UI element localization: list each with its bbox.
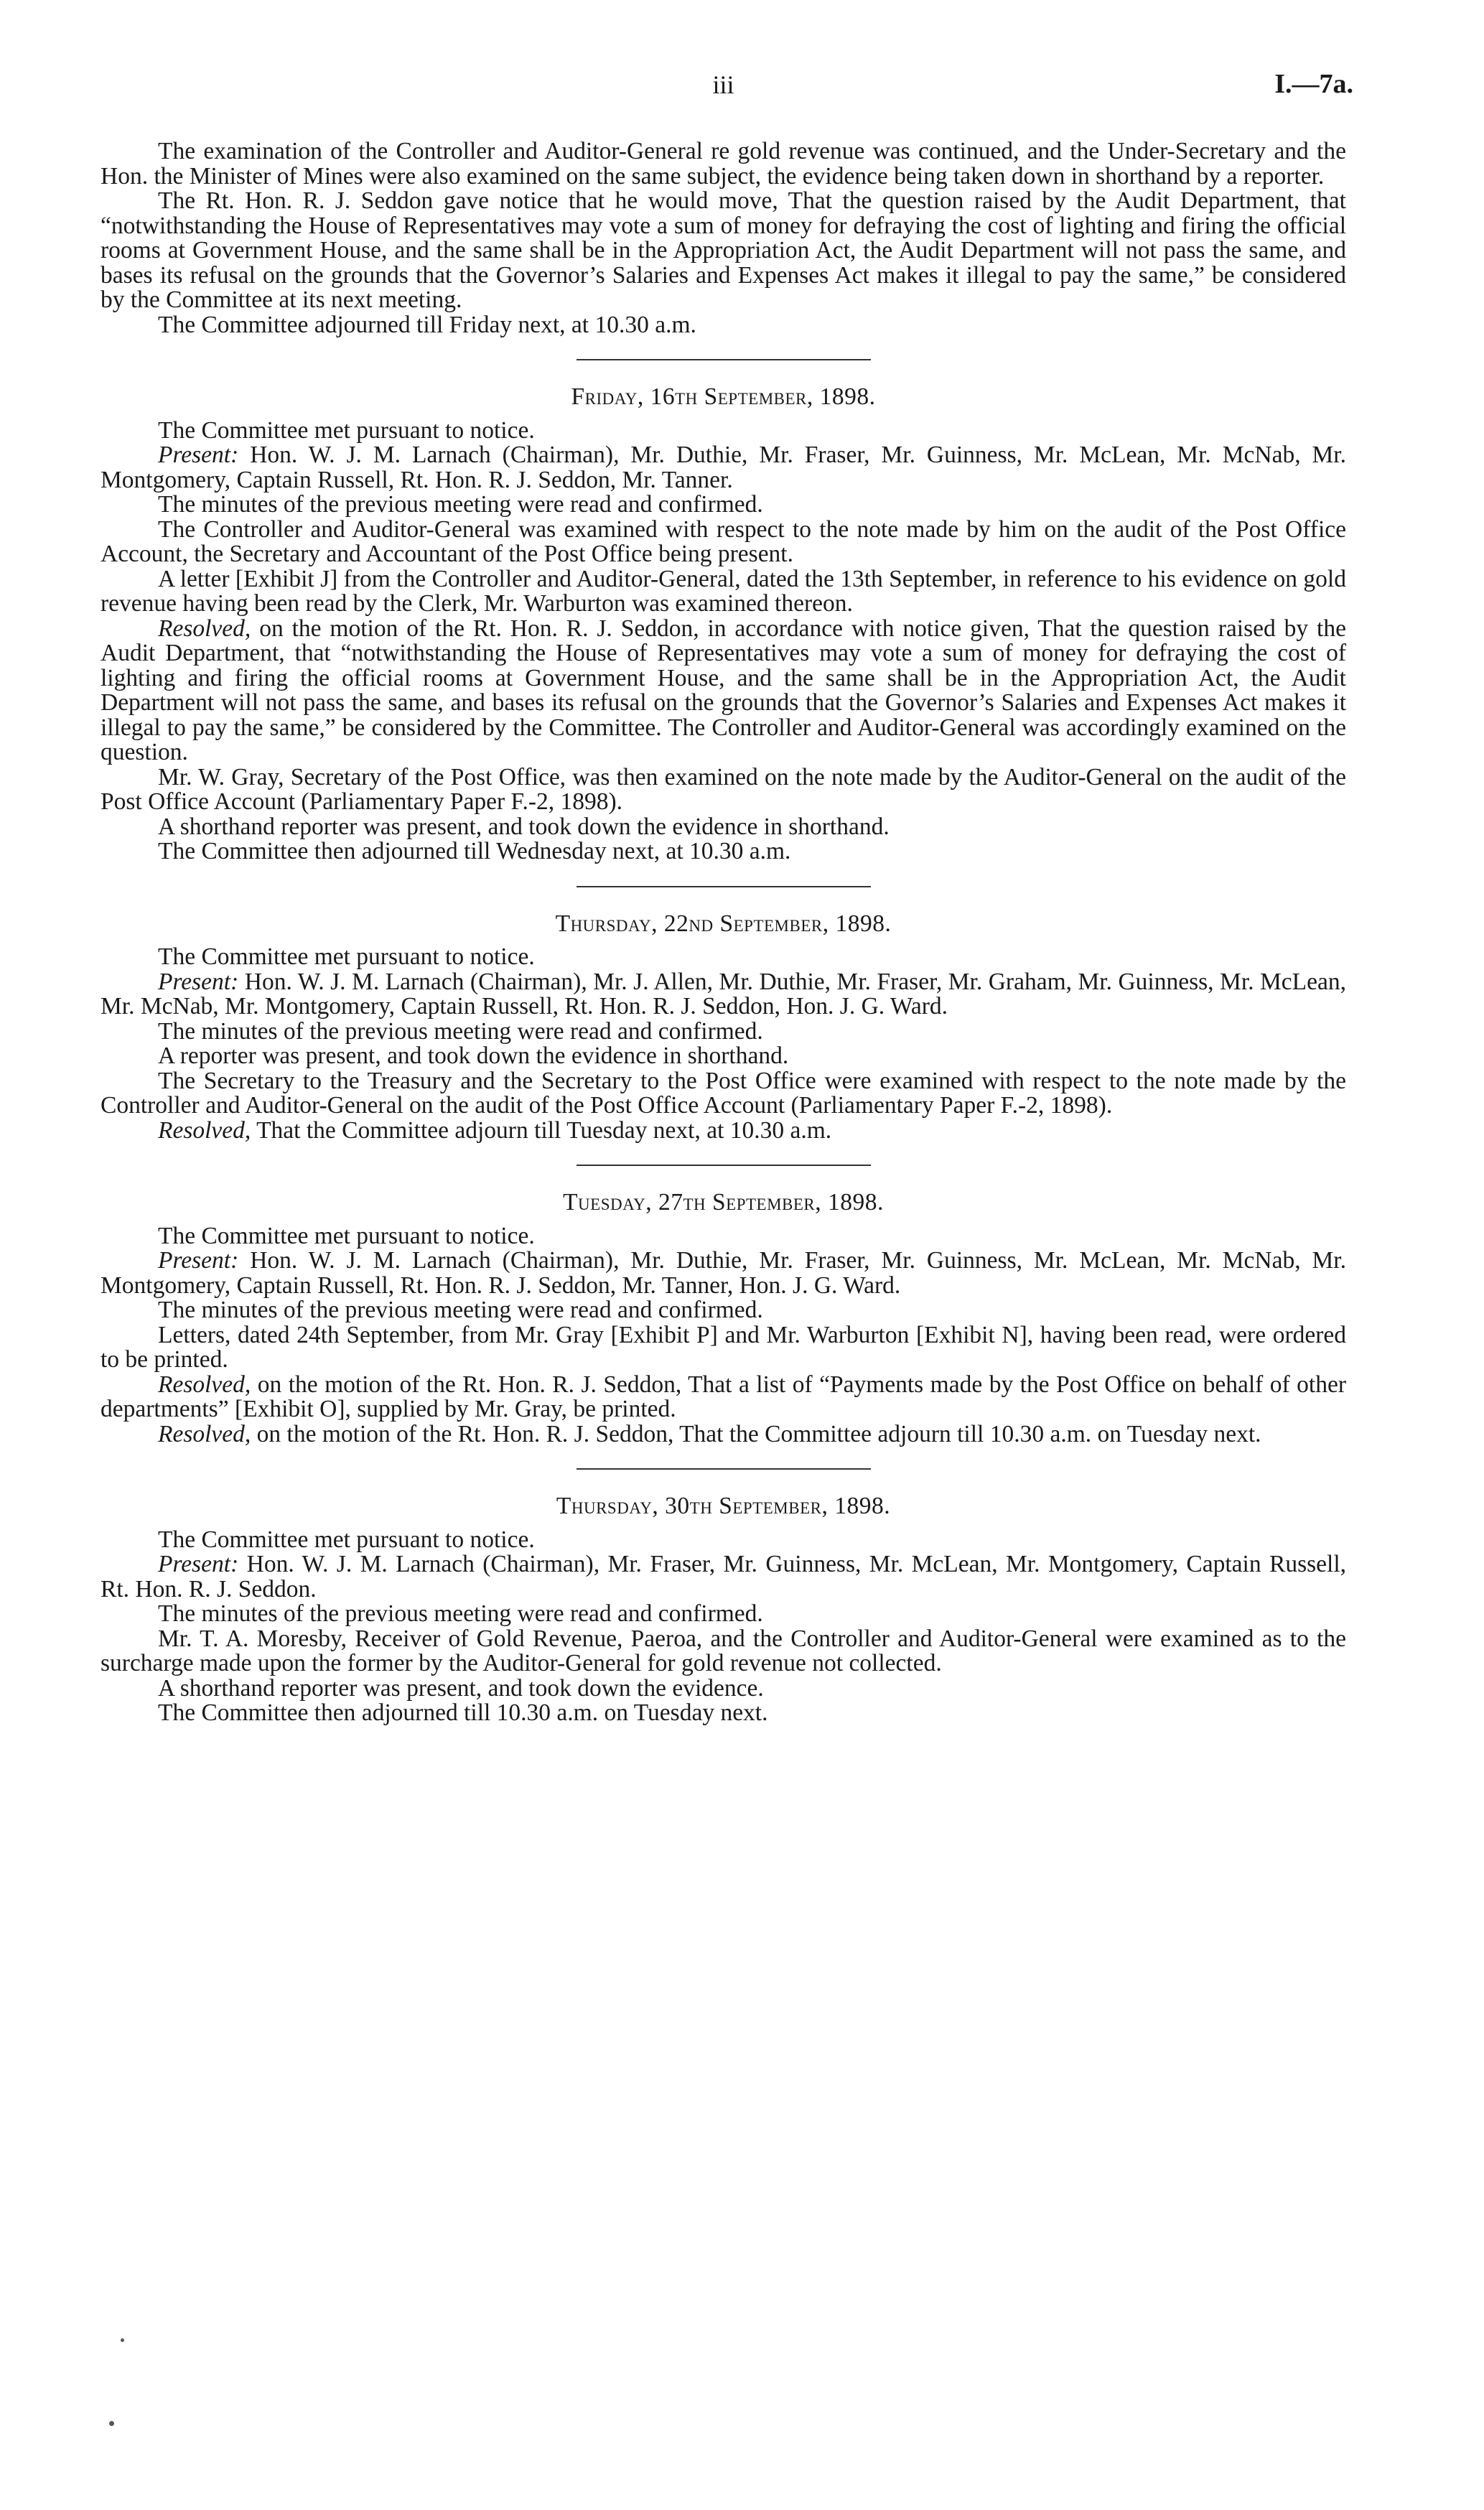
meeting-section xyxy=(101,385,1346,864)
section-divider xyxy=(577,1165,871,1166)
minute-paragraph xyxy=(101,1323,1346,1373)
paragraph-text: on the motion of the Rt. Hon. R. J. Seddon, That a list of “Payments made by the Post Office on behalf of other departments” [Exhibit O], supplied by Mr. Gray, be printed. xyxy=(101,1371,1346,1422)
intro-paragraph: The examination of the Controller and Auditor-General re gold revenue was continued, and the Under-Secretary and the Hon. the Minister of Mines were also examined on the same subject, the evidence being taken down in shorthand by a reporter. xyxy=(101,138,1346,190)
meeting-section xyxy=(101,912,1346,1144)
minute-paragraph xyxy=(101,945,1346,970)
minute-paragraph xyxy=(101,815,1346,840)
document-page xyxy=(101,69,1353,1726)
paragraph-text: A letter [Exhibit J] from the Controller and Auditor-General, dated the 13th September, in reference to his evidence on gold revenue having been read by the Clerk, Mr. Warburton was examined thereon. xyxy=(101,565,1346,617)
paragraph-text: That the Committee adjourn till Tuesday next, at 10.30 a.m. xyxy=(251,1116,832,1144)
paragraph-text: Hon. W. J. M. Larnach (Chairman), Mr. J. Allen, Mr. Duthie, Mr. Fraser, Mr. Graham, Mr. Guinness, Mr. McLean, Mr. McNab, Mr. Montgomery, Captain Russell, Rt. Hon. R. J. Seddon, Hon. J. G. Ward. xyxy=(101,968,1346,1020)
meeting-section xyxy=(101,1494,1346,1726)
paragraph-text: Hon. W. J. M. Larnach (Chairman), Mr. Duthie, Mr. Fraser, Mr. Guinness, Mr. McLean, Mr. McNab, Mr. Montgomery, Captain Russell, Rt. Hon. R. J. Seddon, Mr. Tanner. xyxy=(101,442,1346,493)
minute-paragraph xyxy=(101,1676,1346,1702)
minute-paragraph xyxy=(101,1602,1346,1627)
paragraph-text: on the motion of the Rt. Hon. R. J. Seddon, That the Committee adjourn till 10.30 a.m. on Tuesday next. xyxy=(251,1420,1261,1447)
paragraph-text: The minutes of the previous meeting were read and confirmed. xyxy=(158,491,763,518)
paragraph-text: The Secretary to the Treasury and the Secretary to the Post Office were examined with respect to the note made by the Controller and Auditor-General on the audit of the Post Office Account (Parliamentary Paper F.-2, 1898). xyxy=(101,1067,1346,1119)
paragraph-text: on the motion of the Rt. Hon. R. J. Seddon, in accordance with notice given, That the question raised by the Audit Department, that “notwithstanding the House of Representatives may vote a sum of money for defraying the cost of lighting and firing the official rooms at Government House, and the same shall be in the Appropriation Act, the Audit Department will not pass the same, and bases its refusal on the grounds that the Governor’s Salaries and Expenses Act makes it illegal to pay the same,” be considered by the Committee. The Controller and Auditor-General was accordingly examined on the question. xyxy=(101,615,1346,765)
paragraph-text: The minutes of the previous meeting were read and confirmed. xyxy=(158,1017,763,1045)
paragraph-lead: Present: xyxy=(158,442,239,468)
paragraph-text: The Committee met pursuant to notice. xyxy=(158,1222,535,1249)
paragraph-text: Letters, dated 24th September, from Mr. Gray [Exhibit P] and Mr. Warburton [Exhibit N], having been read, were ordered to be printed. xyxy=(101,1321,1346,1373)
running-head xyxy=(101,69,1353,112)
paragraph-text: The Controller and Auditor-General was examined with respect to the note made by him on the audit of the Post Office Account, the Secretary and Accountant of the Post Office being present. xyxy=(101,515,1346,567)
minute-paragraph xyxy=(101,1528,1346,1553)
minute-paragraph xyxy=(101,416,1346,444)
paragraph-lead: Present: xyxy=(158,1551,239,1577)
minute-paragraph xyxy=(101,1422,1346,1447)
minute-paragraph xyxy=(101,443,1346,493)
paragraph-lead: Resolved, xyxy=(158,615,251,642)
minute-paragraph xyxy=(101,1116,1346,1144)
paragraph-lead: Resolved, xyxy=(158,1116,251,1144)
minute-paragraph xyxy=(101,567,1346,617)
meeting-heading: Friday, 16th September, 1898. xyxy=(571,383,876,410)
minute-paragraph xyxy=(101,1373,1346,1422)
scan-speck xyxy=(121,2338,124,2342)
minute-paragraph xyxy=(101,1701,1346,1726)
scan-speck xyxy=(109,2421,114,2426)
paragraph-text: Mr. T. A. Moresby, Receiver of Gold Revenue, Paeroa, and the Controller and Auditor-General were examined as to the surcharge made upon the former by the Auditor-General for gold revenue not collected. xyxy=(101,1625,1346,1676)
section-divider xyxy=(577,1468,871,1470)
intro-paragraph: The Rt. Hon. R. J. Seddon gave notice that he would move, That the question raised by the Audit Department, that “notwithstanding the House of Representatives may vote a sum of money for defraying the cost of lighting and firing the official rooms at Government House, and the same shall be in the Appropriation Act, the Audit Department will not pass the same, and bases its refusal on the grounds that the Governor’s Salaries and Expenses Act makes it illegal to pay the same,” be considered by the Committee at its next meeting. xyxy=(101,187,1346,313)
minute-paragraph xyxy=(101,1552,1346,1602)
paragraph-text: The Committee met pursuant to notice. xyxy=(158,1526,535,1553)
meeting-section xyxy=(101,1190,1346,1447)
minute-paragraph xyxy=(101,617,1346,765)
paragraph-text: The Committee met pursuant to notice. xyxy=(158,943,535,970)
paragraph-text: A shorthand reporter was present, and took down the evidence. xyxy=(158,1674,764,1702)
minute-paragraph xyxy=(101,1298,1346,1323)
minute-paragraph xyxy=(101,839,1346,864)
meeting-heading: Tuesday, 27th September, 1898. xyxy=(563,1189,884,1216)
section-divider xyxy=(577,886,871,887)
minute-paragraph xyxy=(101,1017,1346,1045)
paragraph-text: The minutes of the previous meeting were read and confirmed. xyxy=(158,1600,763,1627)
section-divider xyxy=(577,359,871,360)
paper-reference: I.—7a. xyxy=(1274,69,1353,99)
minute-paragraph xyxy=(101,1069,1346,1119)
minute-paragraph xyxy=(101,1044,1346,1069)
paragraph-text: The Committee then adjourned till 10.30 a.m. on Tuesday next. xyxy=(158,1699,768,1726)
minute-paragraph xyxy=(101,515,1346,567)
intro-block xyxy=(101,139,1346,337)
minute-paragraph xyxy=(101,765,1346,815)
paragraph-text: Mr. W. Gray, Secretary of the Post Office, was then examined on the note made by the Auditor-General on the audit of the Post Office Account (Parliamentary Paper F.-2, 1898). xyxy=(101,763,1346,815)
minute-paragraph xyxy=(101,493,1346,518)
paragraph-text: The minutes of the previous meeting were read and confirmed. xyxy=(158,1297,763,1323)
paragraph-text: A shorthand reporter was present, and took down the evidence in shorthand. xyxy=(158,813,890,840)
minute-paragraph xyxy=(101,1224,1346,1249)
paragraph-text: A reporter was present, and took down the evidence in shorthand. xyxy=(158,1042,789,1069)
paragraph-lead: Resolved, xyxy=(158,1371,251,1398)
paragraph-lead: Present: xyxy=(158,968,239,995)
paragraph-lead: Present: xyxy=(158,1247,239,1274)
minute-paragraph xyxy=(101,970,1346,1020)
minute-paragraph xyxy=(101,1627,1346,1676)
paragraph-text: Hon. W. J. M. Larnach (Chairman), Mr. Fraser, Mr. Guinness, Mr. McLean, Mr. Montgomery, Captain Russell, Rt. Hon. R. J. Seddon. xyxy=(101,1551,1346,1602)
intro-paragraph: The Committee adjourned till Friday next, at 10.30 a.m. xyxy=(158,311,696,338)
paragraph-text: Hon. W. J. M. Larnach (Chairman), Mr. Duthie, Mr. Fraser, Mr. Guinness, Mr. McLean, Mr. McNab, Mr. Montgomery, Captain Russell, Rt. Hon. R. J. Seddon, Mr. Tanner, Hon. J. G. Ward. xyxy=(101,1247,1346,1299)
paragraph-text: The Committee then adjourned till Wednesday next, at 10.30 a.m. xyxy=(158,838,791,864)
paragraph-text: The Committee met pursuant to notice. xyxy=(158,416,535,444)
meeting-heading: Thursday, 30th September, 1898. xyxy=(556,1493,891,1519)
page-number: iii xyxy=(712,70,734,99)
meeting-heading: Thursday, 22nd September, 1898. xyxy=(555,910,892,937)
minute-paragraph xyxy=(101,1249,1346,1298)
paragraph-lead: Resolved, xyxy=(158,1420,251,1447)
